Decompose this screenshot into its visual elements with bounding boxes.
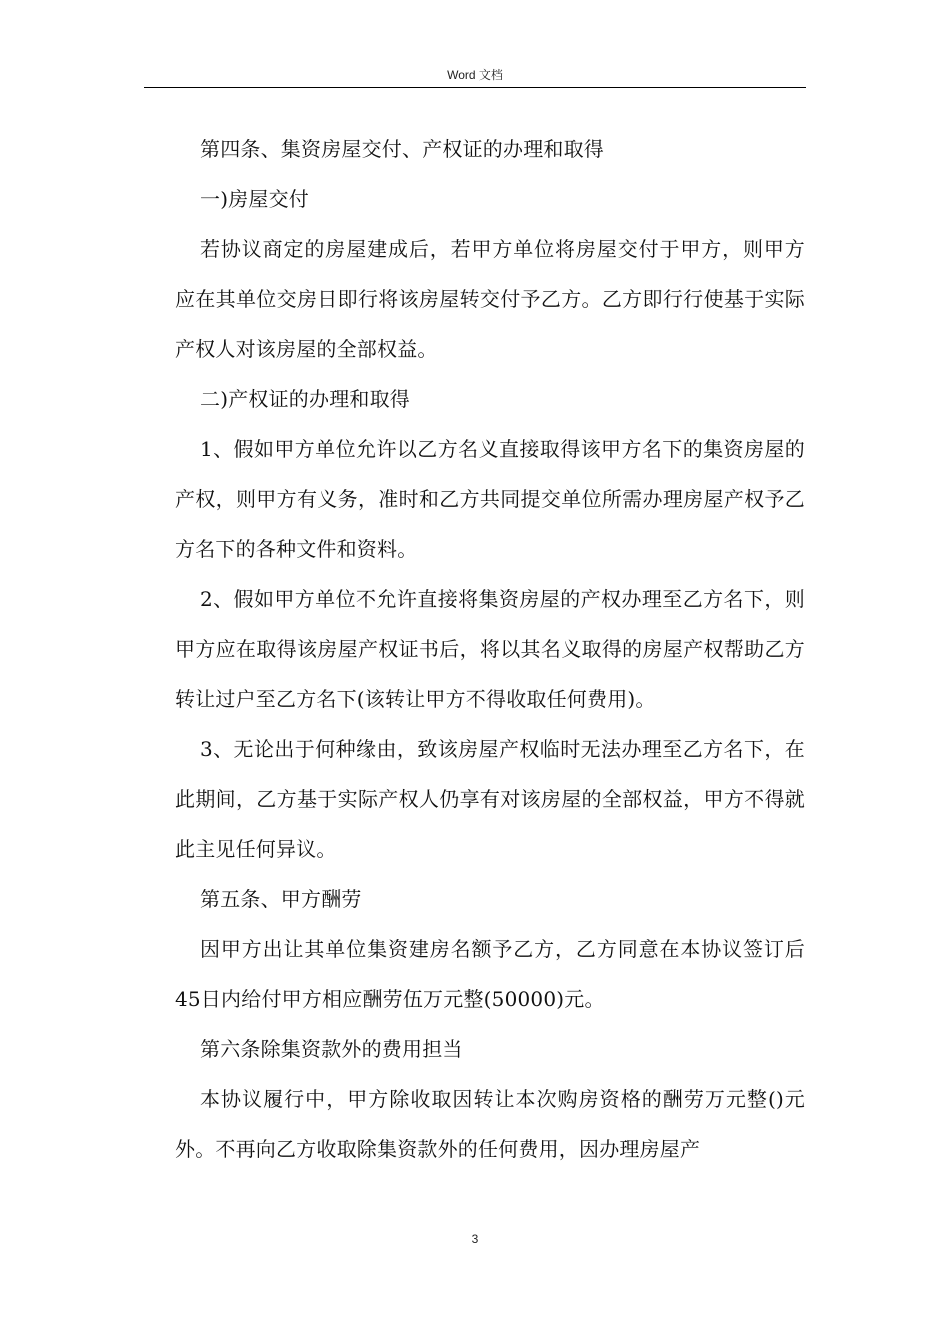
clause-3: 3、无论出于何种缘由，致该房屋产权临时无法办理至乙方名下，在此期间，乙方基于实际产权人仍享有对该房屋的全部权益，甲方不得就此主见任何异议。 (175, 737, 805, 861)
clause-1: 1、假如甲方单位允许以乙方名义直接取得该甲方名下的集资房屋的产权，则甲方有义务，准时和乙方共同提交单位所需办理房屋产权予乙方名下的各种文件和资料。 (175, 437, 805, 561)
article-4-heading: 第四条、集资房屋交付、产权证的办理和取得 (200, 137, 604, 161)
header-divider (144, 87, 806, 88)
article-5-heading: 第五条、甲方酬劳 (200, 887, 362, 911)
clause-2: 2、假如甲方单位不允许直接将集资房屋的产权办理至乙方名下，则甲方应在取得该房屋产权证书后，将以其名义取得的房屋产权帮助乙方转让过户至乙方名下(该转让甲方不得收取任何费用)。 (175, 587, 805, 711)
document-body (175, 124, 805, 1174)
body-paragraph: 本协议履行中，甲方除收取因转让本次购房资格的酬劳万元整()元外。不再向乙方收取除集资款外的任何费用，因办理房屋产 (175, 1087, 805, 1161)
body-paragraph: 若协议商定的房屋建成后，若甲方单位将房屋交付于甲方，则甲方应在其单位交房日即行将该房屋转交付予乙方。乙方即行行使基于实际产权人对该房屋的全部权益。 (175, 237, 805, 361)
body-paragraph: 因甲方出让其单位集资建房名额予乙方，乙方同意在本协议签订后45日内给付甲方相应酬劳伍万元整(50000)元。 (175, 937, 805, 1011)
page-number: 3 (471, 1232, 479, 1246)
section-2-heading: 二)产权证的办理和取得 (200, 387, 411, 411)
page-header: Word 文档 (447, 68, 503, 82)
article-6-heading: 第六条除集资款外的费用担当 (200, 1037, 463, 1061)
section-1-heading: 一)房屋交付 (200, 187, 310, 211)
